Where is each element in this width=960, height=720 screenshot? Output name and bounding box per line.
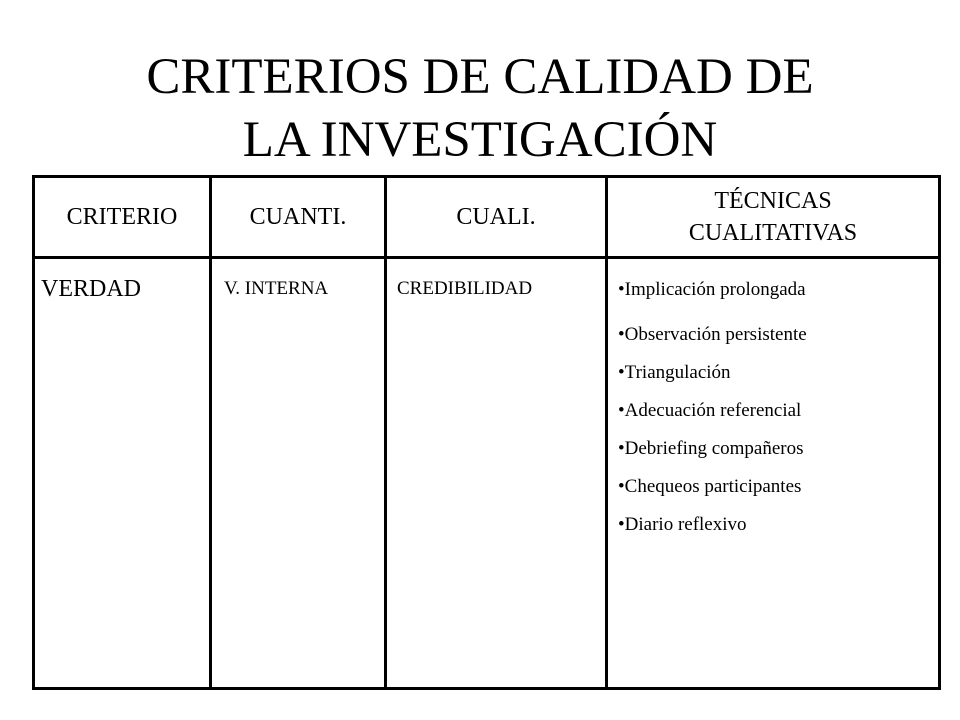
header-cuanti: CUANTI. bbox=[211, 177, 386, 258]
criteria-table bbox=[32, 175, 941, 690]
list-item: •Adecuación referencial bbox=[618, 400, 802, 421]
list-item: •Implicación prolongada bbox=[618, 279, 806, 300]
slide-title-line-2: LA INVESTIGACIÓN bbox=[242, 112, 718, 168]
slide-title-line-1: CRITERIOS DE CALIDAD DE bbox=[146, 49, 814, 105]
list-item: •Chequeos participantes bbox=[618, 476, 802, 497]
cell-cuanti-v-interna: V. INTERNA bbox=[211, 258, 386, 689]
table-header-row bbox=[34, 177, 940, 258]
header-tecnicas-line-1: TÉCNICAS bbox=[714, 188, 832, 214]
list-item: •Observación persistente bbox=[618, 324, 807, 345]
cell-criterio-verdad: VERDAD bbox=[34, 258, 211, 689]
list-item: •Triangulación bbox=[618, 362, 731, 383]
list-item: •Debriefing compañeros bbox=[618, 438, 804, 459]
techniques-list bbox=[618, 278, 938, 544]
slide-title bbox=[0, 46, 960, 172]
cell-cuali-credibilidad: CREDIBILIDAD bbox=[386, 258, 607, 689]
table-row bbox=[34, 258, 940, 689]
list-item: •Diario reflexivo bbox=[618, 514, 747, 535]
header-criterio: CRITERIO bbox=[34, 177, 211, 258]
header-cuali: CUALI. bbox=[386, 177, 607, 258]
cell-tecnicas bbox=[607, 258, 940, 689]
header-tecnicas-line-2: CUALITATIVAS bbox=[688, 220, 858, 246]
header-tecnicas bbox=[607, 177, 940, 258]
